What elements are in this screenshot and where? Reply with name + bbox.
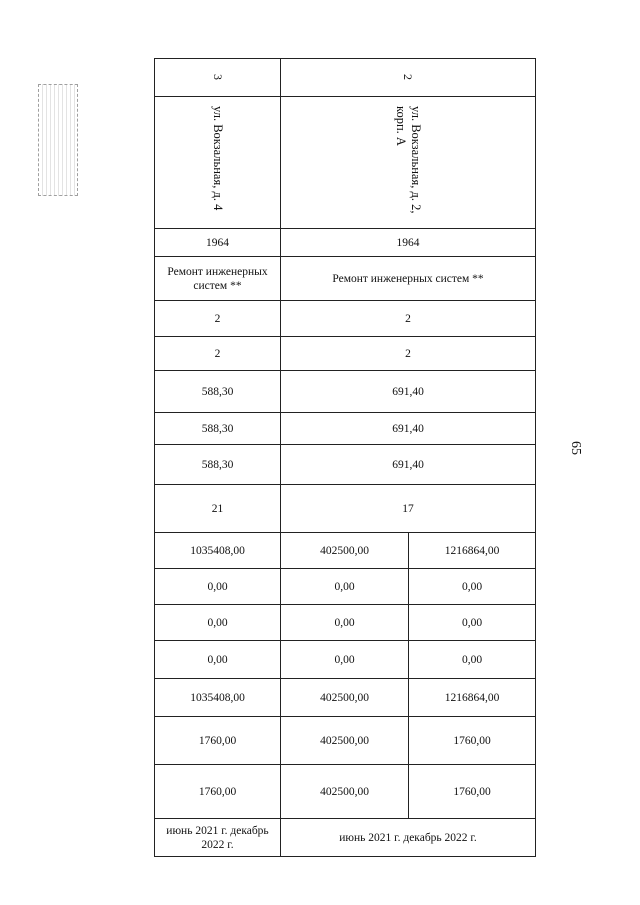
address-cell: ул. Вокзальная, д. 2, корп. А xyxy=(281,97,536,229)
table-cell: 0,00 xyxy=(409,641,536,679)
table-cell: 2 xyxy=(155,301,281,337)
header-cell: 2 xyxy=(281,59,536,97)
table-row xyxy=(155,413,536,445)
table-cell: 0,00 xyxy=(155,641,281,679)
table-row xyxy=(155,641,536,679)
table-row xyxy=(155,337,536,371)
table-cell: 2 xyxy=(281,337,536,371)
table-row xyxy=(155,97,536,229)
table-row xyxy=(155,605,536,641)
table-cell: 2 xyxy=(281,301,536,337)
table-cell: 17 xyxy=(281,485,536,533)
table-cell: 1035408,00 xyxy=(155,679,281,717)
table-row xyxy=(155,257,536,301)
table-cell: 1760,00 xyxy=(155,765,281,819)
table-cell: 402500,00 xyxy=(281,717,409,765)
table-cell: 588,30 xyxy=(155,371,281,413)
table-cell: 1760,00 xyxy=(409,717,536,765)
table-cell: 691,40 xyxy=(281,413,536,445)
table-cell: 0,00 xyxy=(409,605,536,641)
table-row xyxy=(155,765,536,819)
table-row xyxy=(155,819,536,857)
work-type-cell: Ремонт инженерных систем ** xyxy=(281,257,536,301)
table-row xyxy=(155,445,536,485)
year-cell: 1964 xyxy=(281,229,536,257)
table-cell: 402500,00 xyxy=(281,533,409,569)
table-row xyxy=(155,533,536,569)
table-row xyxy=(155,679,536,717)
table-cell: 0,00 xyxy=(281,641,409,679)
table-row xyxy=(155,717,536,765)
table-cell: 402500,00 xyxy=(281,679,409,717)
table-cell: 0,00 xyxy=(155,605,281,641)
table-row xyxy=(155,371,536,413)
header-cell: 3 xyxy=(155,59,281,97)
table-row xyxy=(155,485,536,533)
table-cell: 588,30 xyxy=(155,445,281,485)
page-number: 65 xyxy=(568,441,583,455)
table-cell: 691,40 xyxy=(281,445,536,485)
table-cell: 1760,00 xyxy=(409,765,536,819)
year-cell: 1964 xyxy=(155,229,281,257)
table-cell: 1035408,00 xyxy=(155,533,281,569)
table-row xyxy=(155,569,536,605)
table-cell: 1216864,00 xyxy=(409,679,536,717)
period-cell: июнь 2021 г. декабрь 2022 г. xyxy=(281,819,536,857)
table-cell: 1216864,00 xyxy=(409,533,536,569)
period-cell: июнь 2021 г. декабрь 2022 г. xyxy=(155,819,281,857)
table-cell: 402500,00 xyxy=(281,765,409,819)
table-cell: 691,40 xyxy=(281,371,536,413)
work-type-cell: Ремонт инженерных систем ** xyxy=(155,257,281,301)
table-cell: 588,30 xyxy=(155,413,281,445)
table-cell: 21 xyxy=(155,485,281,533)
table-cell: 2 xyxy=(155,337,281,371)
address-cell: ул. Вокзальная, д. 4 xyxy=(155,97,281,229)
table-row xyxy=(155,301,536,337)
table-row xyxy=(155,59,536,97)
table-cell: 0,00 xyxy=(281,569,409,605)
stamp-image xyxy=(38,84,78,196)
table-row xyxy=(155,229,536,257)
table-cell: 0,00 xyxy=(281,605,409,641)
table-cell: 0,00 xyxy=(155,569,281,605)
data-table xyxy=(154,58,536,857)
table-cell: 1760,00 xyxy=(155,717,281,765)
table-cell: 0,00 xyxy=(409,569,536,605)
